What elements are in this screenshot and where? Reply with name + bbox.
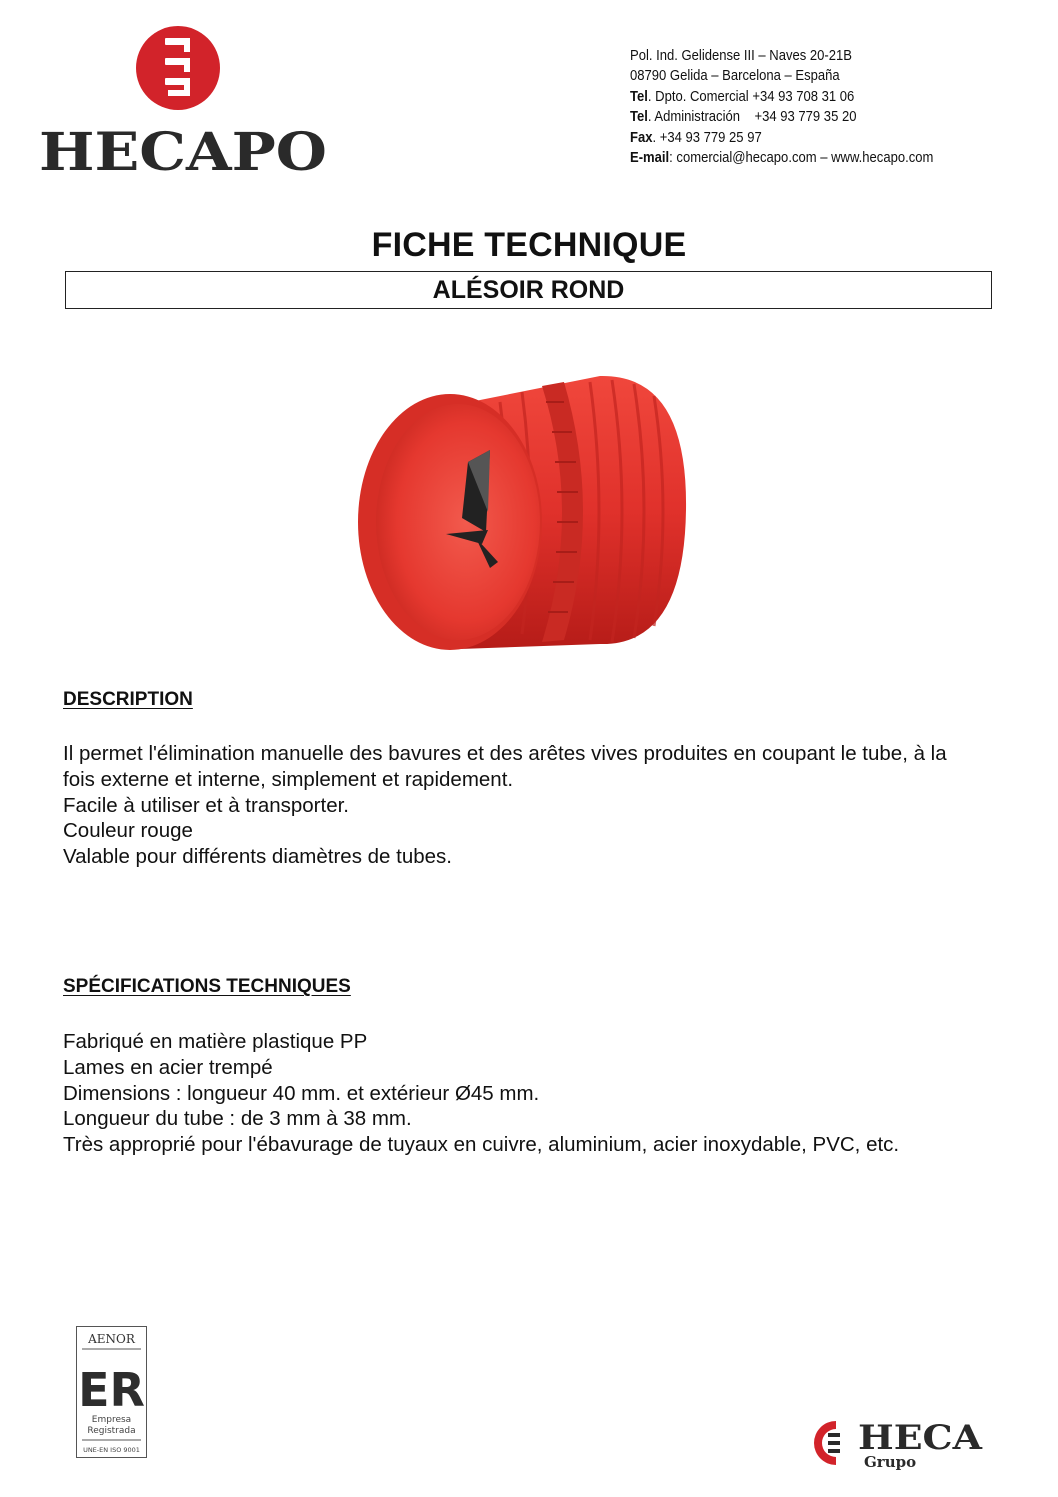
description-body: [63, 741, 973, 870]
phone-sales: Tel. Dpto. Comercial +34 93 708 31 06: [630, 88, 855, 105]
aenor-line-1: Empresa: [91, 1415, 132, 1425]
description-heading: DESCRIPTION: [63, 689, 193, 710]
aenor-standard: UNE-EN ISO 9001: [83, 1446, 140, 1454]
reamer-product-image: [350, 362, 695, 660]
heca-grupo-logo: [814, 1415, 984, 1471]
spec-line: Longueur du tube : de 3 mm à 38 mm.: [63, 1107, 412, 1131]
specifications-body: [63, 1029, 973, 1158]
phone-admin: Tel. Administración +34 93 779 35 20: [630, 109, 857, 126]
aenor-line-2: Registrada: [87, 1426, 136, 1436]
spec-line: Dimensions : longueur 40 mm. et extérieur Ø45 mm.: [63, 1081, 540, 1105]
hecapo-logo: [36, 24, 331, 176]
spec-line: Fabriqué en matière plastique PP: [63, 1030, 368, 1053]
description-line: Facile à utiliser et à transporter.: [63, 793, 349, 817]
description-line: Couleur rouge: [63, 819, 193, 843]
contact-block: [630, 46, 1030, 168]
spec-line: Lames en acier trempé: [63, 1055, 273, 1079]
fax-line: Fax. +34 93 779 25 97: [630, 129, 762, 146]
email-line: E-mail: comercial@hecapo.com – www.hecapo.com: [630, 150, 934, 167]
aenor-certification-seal: [76, 1326, 147, 1458]
aenor-title: AENOR: [88, 1332, 135, 1346]
address-line-1: Pol. Ind. Gelidense III – Naves 20-21B: [630, 48, 852, 64]
heca-brand-text: HECA: [858, 1418, 983, 1458]
aenor-er-mark: ER: [78, 1363, 145, 1417]
specifications-heading: SPÉCIFICATIONS TECHNIQUES: [63, 976, 351, 997]
description-line: Il permet l'élimination manuelle des bavures et des arêtes vives produites en coupant le tube, à la fois externe et interne, simplement et rapidement.: [63, 742, 947, 791]
hecapo-logo-text: HECAPO: [39, 122, 327, 176]
heca-grupo-text: Grupo: [864, 1453, 917, 1471]
product-name: ALÉSOIR ROND: [432, 275, 625, 304]
product-name-box: [65, 271, 992, 309]
spec-line: Très approprié pour l'ébavurage de tuyaux en cuivre, aluminium, acier inoxydable, PVC, etc.: [63, 1133, 900, 1157]
document-title: FICHE TECHNIQUE: [371, 226, 687, 264]
address-line-2: 08790 Gelida – Barcelona – España: [630, 68, 840, 85]
description-line: Valable pour différents diamètres de tubes.: [63, 845, 452, 869]
